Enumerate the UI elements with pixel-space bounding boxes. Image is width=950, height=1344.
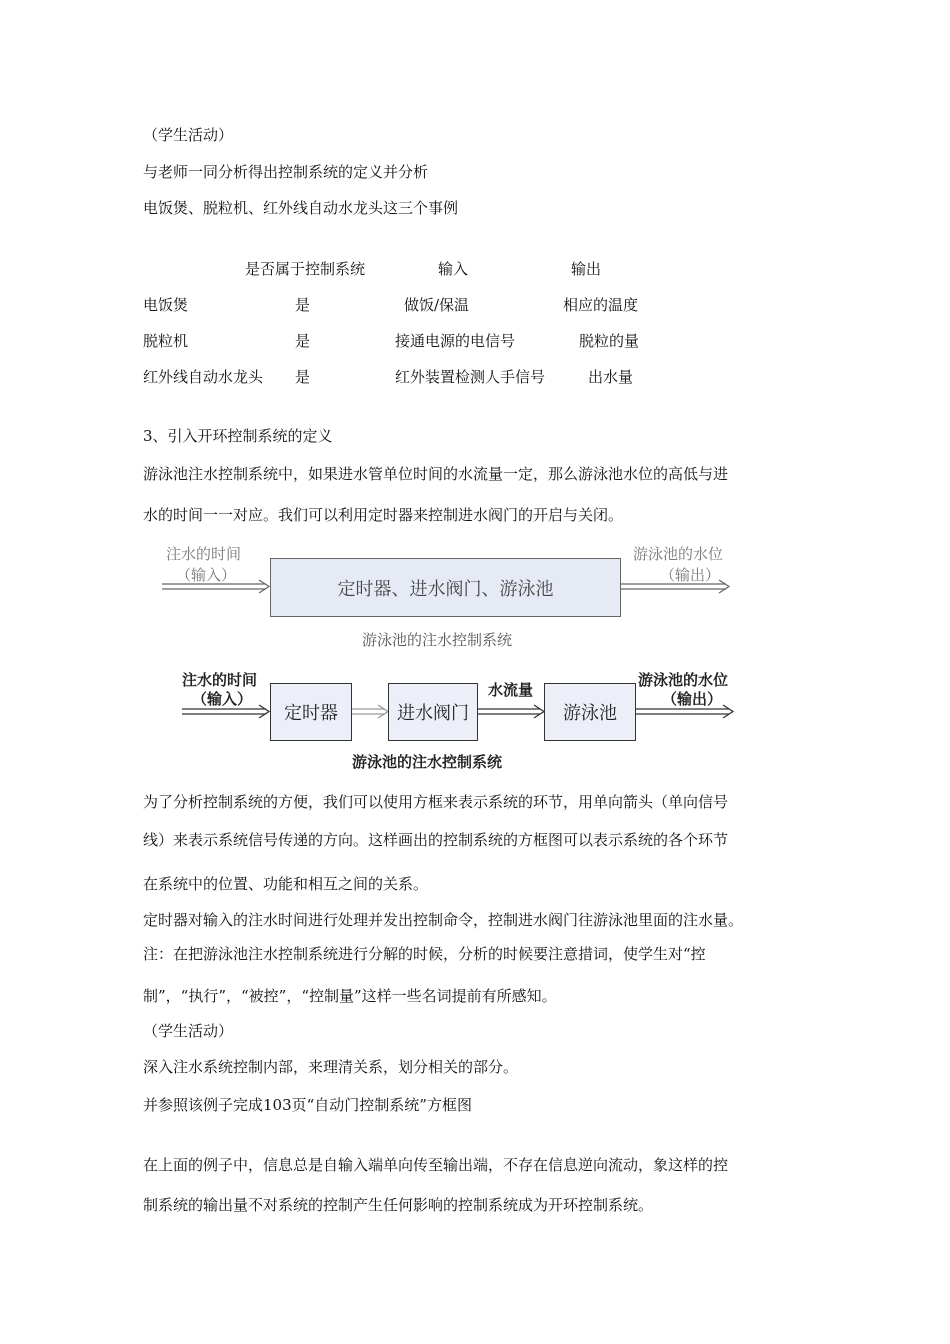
table-row-is: 是 bbox=[295, 332, 311, 350]
output-sub-label: （输出） bbox=[660, 566, 721, 584]
note-line: 注：在把游泳池注水控制系统进行分解的时候，分析的时候要注意措词，使学生对“控 bbox=[143, 945, 706, 963]
diagram-caption: 游泳池的注水控制系统 bbox=[362, 631, 513, 649]
table-header-is-control: 是否属于控制系统 bbox=[245, 260, 366, 278]
input-label: 注水的时间 bbox=[166, 545, 242, 563]
paragraph-line: 线）来表示系统信号传递的方向。这样画出的控制系统的方框图可以表示系统的各个环节 bbox=[143, 831, 729, 849]
input-label: 注水的时间 bbox=[182, 671, 258, 689]
table-row-output: 脱粒的量 bbox=[579, 332, 640, 350]
paragraph-line: 在系统中的位置、功能和相互之间的关系。 bbox=[143, 875, 429, 893]
note-line: 制”，“执行”，“被控”，“控制量”这样一些名词提前有所感知。 bbox=[143, 987, 557, 1005]
paragraph-line: 并参照该例子完成103页“自动门控制系统”方框图 bbox=[143, 1096, 472, 1114]
table-row-name: 红外线自动水龙头 bbox=[143, 368, 264, 386]
output-label: 游泳池的水位 bbox=[638, 671, 729, 689]
table-row-input: 接通电源的电信号 bbox=[395, 332, 516, 350]
timer-block bbox=[270, 683, 352, 741]
table-row-input: 红外装置检测人手信号 bbox=[395, 368, 546, 386]
section-heading: 3、引入开环控制系统的定义 bbox=[143, 427, 333, 445]
table-header-input: 输入 bbox=[438, 260, 469, 278]
student-activity-label: （学生活动） bbox=[143, 1022, 234, 1040]
table-row-is: 是 bbox=[295, 368, 311, 386]
paragraph-line: 游泳池注水控制系统中，如果进水管单位时间的水流量一定，那么游泳池水位的高低与进 bbox=[143, 465, 729, 483]
output-label: 游泳池的水位 bbox=[633, 545, 724, 563]
valve-to-pool-arrow bbox=[478, 705, 544, 718]
system-block-label: 定时器、进水阀门、游泳池 bbox=[337, 578, 554, 600]
table-row-output: 出水量 bbox=[588, 368, 634, 386]
student-activity-label: （学生活动） bbox=[143, 126, 234, 144]
diagram-caption: 游泳池的注水控制系统 bbox=[352, 753, 503, 771]
output-sub-label: （输出） bbox=[662, 690, 723, 708]
table-row-name: 电饭煲 bbox=[143, 296, 189, 314]
table-row-is: 是 bbox=[295, 296, 311, 314]
timer-block-label: 定时器 bbox=[284, 703, 338, 724]
paragraph-line: 水的时间一一对应。我们可以利用定时器来控制进水阀门的开启与关闭。 bbox=[143, 506, 624, 524]
input-sub-label: （输入） bbox=[176, 566, 237, 584]
valve-block bbox=[388, 683, 478, 741]
paragraph-line: 为了分析控制系统的方便，我们可以使用方框来表示系统的环节，用单向箭头（单向信号 bbox=[143, 793, 729, 811]
paragraph-line: 定时器对输入的注水时间进行处理并发出控制命令，控制进水阀门往游泳池里面的注水量。 bbox=[143, 911, 744, 929]
valve-block-label: 进水阀门 bbox=[397, 703, 469, 724]
paragraph-line: 制系统的输出量不对系统的控制产生任何影响的控制系统成为开环控制系统。 bbox=[143, 1196, 654, 1214]
system-block bbox=[270, 558, 621, 617]
table-row-name: 脱粒机 bbox=[143, 332, 189, 350]
table-row-input: 做饭/保温 bbox=[404, 296, 470, 314]
intro-line-1: 与老师一同分析得出控制系统的定义并分析 bbox=[143, 163, 429, 181]
pool-block bbox=[544, 683, 636, 741]
pool-block-label: 游泳池 bbox=[563, 703, 617, 724]
paragraph-line: 深入注水系统控制内部，来理清关系，划分相关的部分。 bbox=[143, 1058, 519, 1076]
intro-line-2: 电饭煲、脱粒机、红外线自动水龙头这三个事例 bbox=[143, 199, 459, 217]
table-header-output: 输出 bbox=[571, 260, 602, 278]
flow-label: 水流量 bbox=[488, 681, 534, 699]
table-row-output: 相应的温度 bbox=[563, 296, 639, 314]
input-sub-label: （输入） bbox=[192, 690, 253, 708]
paragraph-line: 在上面的例子中，信息总是自输入端单向传至输出端，不存在信息逆向流动，象这样的控 bbox=[143, 1156, 729, 1174]
